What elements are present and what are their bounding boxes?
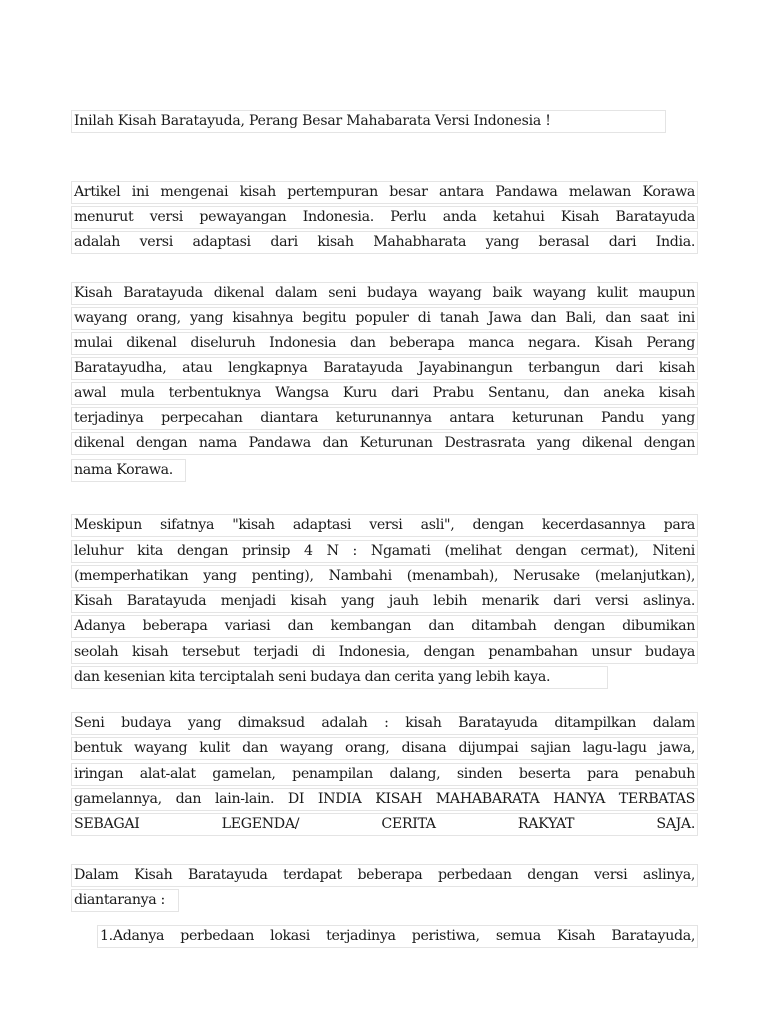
- paragraph-3-line-3: (memperhatikan yang penting), Nambahi (menambah), Nerusake (melanjutkan),: [71, 565, 698, 588]
- paragraph-4-line-5: SEBAGAI LEGENDA/ CERITA RAKYAT SAJA.: [71, 813, 698, 836]
- paragraph-2-line-2: wayang orang, yang kisahnya begitu populer di tanah Jawa dan Bali, dan saat ini: [71, 307, 698, 330]
- paragraph-5-line-1: Dalam Kisah Baratayuda terdapat beberapa perbedaan dengan versi aslinya,: [71, 864, 698, 887]
- paragraph-3-line-5: Adanya beberapa variasi dan kembangan dan ditambah dengan dibumikan: [71, 615, 698, 638]
- paragraph-4-line-2: bentuk wayang kulit dan wayang orang, disana dijumpai sajian lagu-lagu jawa,: [71, 737, 698, 760]
- paragraph-2-line-7: dikenal dengan nama Pandawa dan Keturunan Destrasrata yang dikenal dengan: [71, 432, 698, 455]
- paragraph-2-line-4: Baratayudha, atau lengkapnya Baratayuda Jayabinangun terbangun dari kisah: [71, 357, 698, 380]
- list-item-1: 1.Adanya perbedaan lokasi terjadinya peristiwa, semua Kisah Baratayuda,: [97, 925, 698, 948]
- paragraph-1-line-3: adalah versi adaptasi dari kisah Mahabharata yang berasal dari India.: [71, 231, 698, 254]
- paragraph-3-line-2: leluhur kita dengan prinsip 4 N : Ngamati (melihat dengan cermat), Niteni: [71, 540, 698, 563]
- paragraph-2-line-6: terjadinya perpecahan diantara keturunannya antara keturunan Pandu yang: [71, 407, 698, 430]
- paragraph-3-line-4: Kisah Baratayuda menjadi kisah yang jauh lebih menarik dari versi aslinya.: [71, 590, 698, 613]
- paragraph-3-line-6: seolah kisah tersebut terjadi di Indonesia, dengan penambahan unsur budaya: [71, 641, 698, 664]
- document-title: Inilah Kisah Baratayuda, Perang Besar Mahabarata Versi Indonesia !: [71, 110, 666, 133]
- paragraph-4-line-4: gamelannya, dan lain-lain. DI INDIA KISAH MAHABARATA HANYA TERBATAS: [71, 788, 698, 811]
- paragraph-2-line-5: awal mula terbentuknya Wangsa Kuru dari Prabu Sentanu, dan aneka kisah: [71, 382, 698, 405]
- paragraph-3-line-7: dan kesenian kita terciptalah seni budaya dan cerita yang lebih kaya.: [71, 666, 608, 689]
- paragraph-4-line-3: iringan alat-alat gamelan, penampilan dalang, sinden beserta para penabuh: [71, 763, 698, 786]
- paragraph-1-line-1: Artikel ini mengenai kisah pertempuran besar antara Pandawa melawan Korawa: [71, 181, 698, 204]
- paragraph-4-line-1: Seni budaya yang dimaksud adalah : kisah Baratayuda ditampilkan dalam: [71, 712, 698, 735]
- paragraph-3-line-1: Meskipun sifatnya "kisah adaptasi versi asli", dengan kecerdasannya para: [71, 514, 698, 537]
- paragraph-5-line-2: diantaranya :: [71, 889, 179, 912]
- paragraph-1-line-2: menurut versi pewayangan Indonesia. Perlu anda ketahui Kisah Baratayuda: [71, 206, 698, 229]
- paragraph-2-line-1: Kisah Baratayuda dikenal dalam seni budaya wayang baik wayang kulit maupun: [71, 282, 698, 305]
- paragraph-2-line-3: mulai dikenal diseluruh Indonesia dan beberapa manca negara. Kisah Perang: [71, 332, 698, 355]
- paragraph-2-line-8: nama Korawa.: [71, 459, 186, 482]
